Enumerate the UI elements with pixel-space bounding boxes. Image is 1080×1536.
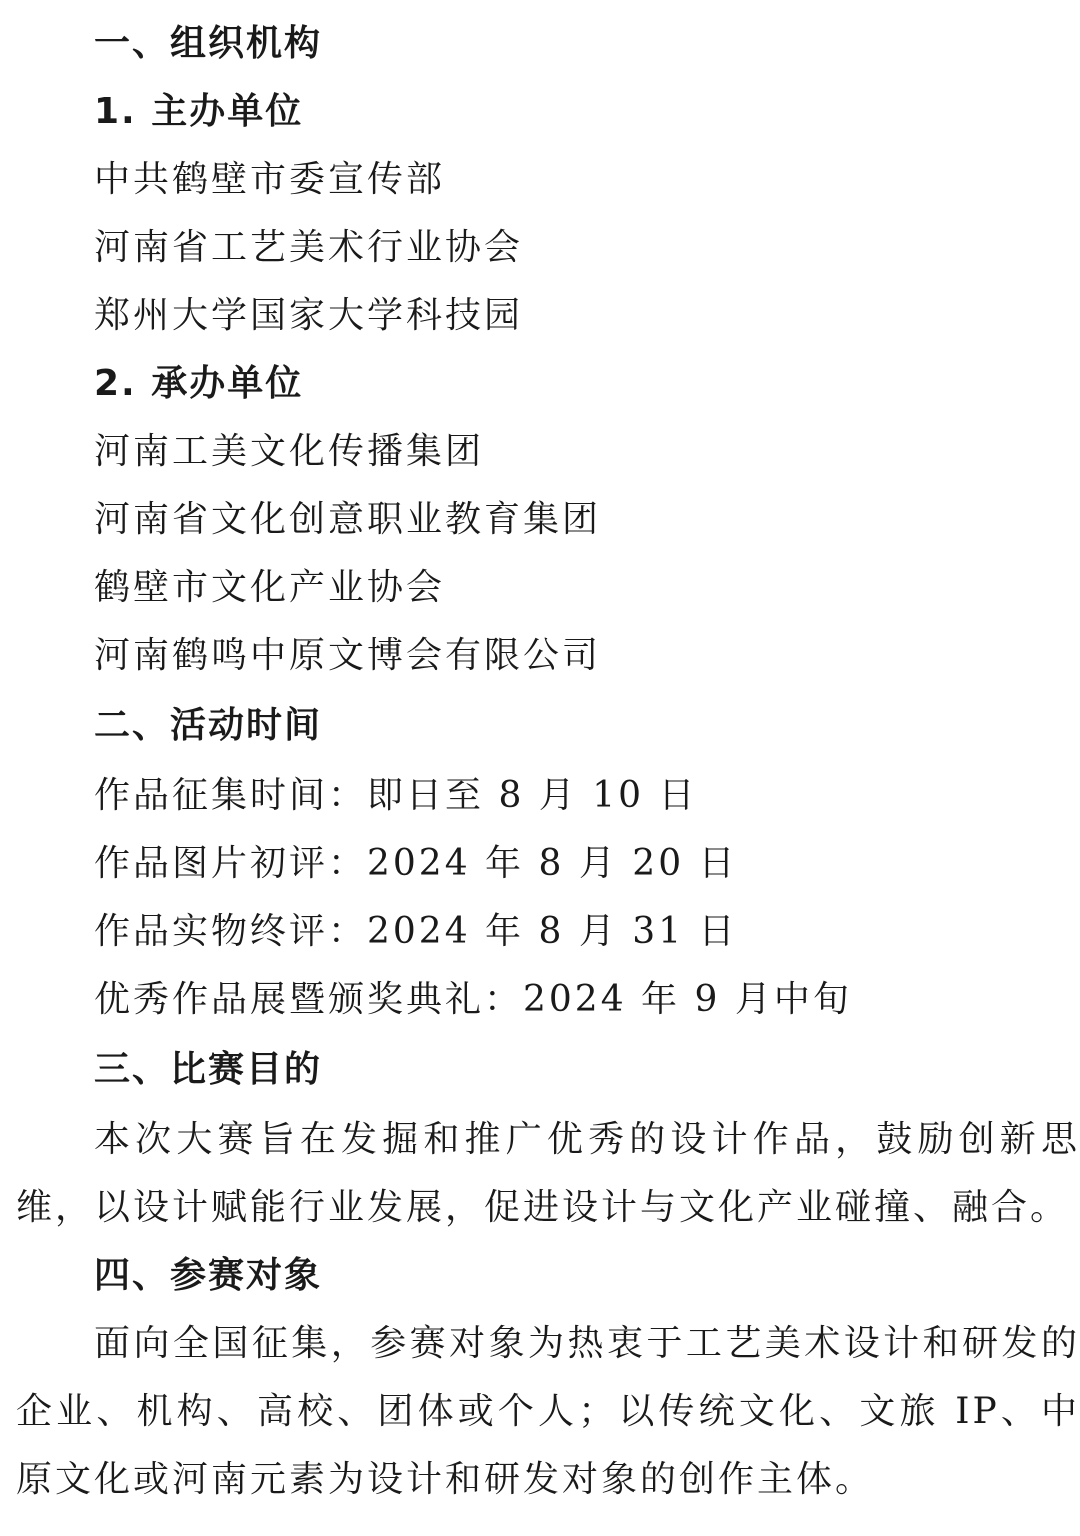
schedule-item: 作品实物终评：2024 年 8 月 31 日 (94, 911, 738, 952)
purpose-paragraph: 本次大赛旨在发掘和推广优秀的设计作品，鼓励创新思维，以设计赋能行业发展，促进设计与文化产业碰撞、融合。 (16, 1119, 1080, 1228)
organizer-item: 河南鹤鸣中原文博会有限公司 (94, 635, 602, 676)
sponsors-subheading: 1. 主办单位 (94, 91, 304, 132)
sponsor-item: 河南省工艺美术行业协会 (94, 227, 524, 268)
section-organization-heading: 一、组织机构 (94, 23, 323, 64)
schedule-item: 优秀作品展暨颁奖典礼：2024 年 9 月中旬 (94, 979, 852, 1020)
schedule-item: 作品图片初评：2024 年 8 月 20 日 (94, 843, 738, 884)
schedule-item: 作品征集时间：即日至 8 月 10 日 (94, 775, 698, 816)
sponsor-item: 郑州大学国家大学科技园 (94, 295, 524, 336)
participants-paragraph: 面向全国征集，参赛对象为热衷于工艺美术设计和研发的企业、机构、高校、团体或个人；以传统文化、文旅 IP、中原文化或河南元素为设计和研发对象的创作主体。 (16, 1323, 1080, 1500)
section-purpose-heading: 三、比赛目的 (94, 1049, 323, 1090)
section-schedule-heading: 二、活动时间 (94, 705, 323, 746)
section-participants-heading: 四、参赛对象 (94, 1255, 323, 1296)
organizer-item: 河南工美文化传播集团 (94, 431, 485, 472)
sponsor-item: 中共鹤壁市委宣传部 (94, 159, 446, 200)
organizers-subheading: 2. 承办单位 (94, 363, 304, 404)
organizer-item: 河南省文化创意职业教育集团 (94, 499, 602, 540)
organizer-item: 鹤壁市文化产业协会 (94, 567, 446, 608)
